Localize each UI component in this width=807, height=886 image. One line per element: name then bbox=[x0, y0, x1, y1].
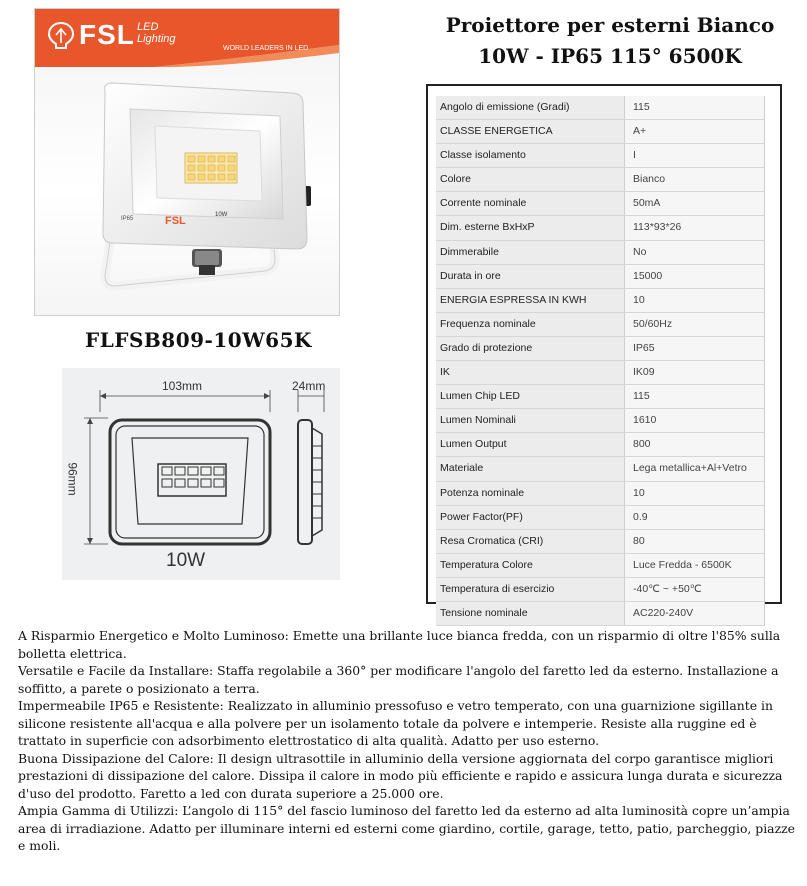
spec-row bbox=[436, 120, 764, 144]
spec-key: ENERGIA ESPRESSA IN KWH bbox=[436, 289, 625, 312]
spec-value: 10 bbox=[625, 482, 764, 505]
spec-key: Temperatura Colore bbox=[436, 554, 625, 577]
spec-value: 50/60Hz bbox=[625, 313, 764, 336]
model-code: FLFSB809-10W65K bbox=[85, 328, 312, 352]
brand-tagline: WORLD LEADERS IN LED bbox=[223, 45, 309, 52]
product-title-line1: Proiettore per esterni Bianco bbox=[445, 13, 775, 37]
spec-key: Power Factor(PF) bbox=[436, 506, 625, 529]
description-paragraph: Versatile e Facile da Installare: Staffa regolabile a 360° per modificare l'angolo del faretto led da esterno. Installazione a soffitto, a parete o posizionato a terra. bbox=[18, 663, 779, 696]
spec-key: Corrente nominale bbox=[436, 192, 625, 215]
spec-row bbox=[436, 216, 764, 240]
spec-key: Resa Cromatica (CRI) bbox=[436, 530, 625, 553]
spec-row bbox=[436, 289, 764, 313]
description-paragraph: Impermeabile IP65 e Resistente: Realizzato in alluminio pressofuso e vetro temperato, con una guarnizione sigillante in silicone resistente all'acqua e alla polvere per un isolamento totale da polvere e intemperie. Resiste alla ruggine ed è trattato in superficie con adsorbimento elettrostatico di alta qualità. Adatto per uso esterno. bbox=[18, 698, 773, 748]
spec-row bbox=[436, 144, 764, 168]
spec-row bbox=[436, 96, 764, 120]
spec-row bbox=[436, 482, 764, 506]
label-ip: IP65 bbox=[121, 216, 134, 222]
spec-value: 0.9 bbox=[625, 506, 764, 529]
power-label: 10W bbox=[166, 550, 206, 571]
spec-value: Lega metallica+Al+Vetro bbox=[625, 457, 764, 480]
spec-value: IK09 bbox=[625, 361, 764, 384]
spec-row bbox=[436, 385, 764, 409]
spec-key: IK bbox=[436, 361, 625, 384]
product-title-line2: 10W - IP65 115° 6500K bbox=[478, 44, 742, 68]
spec-value: 115 bbox=[625, 385, 764, 408]
spec-key: Lumen Output bbox=[436, 433, 625, 456]
spec-value: IP65 bbox=[625, 337, 764, 360]
description-paragraph: A Risparmio Energetico e Molto Luminoso: Emette una brillante luce bianca fredda, con un risparmio di oltre l'85% sulla bolletta elettrica. bbox=[18, 628, 781, 661]
spec-key: Frequenza nominale bbox=[436, 313, 625, 336]
dimension-drawing bbox=[62, 368, 340, 580]
spec-row bbox=[436, 361, 764, 385]
brand-name: FSL bbox=[79, 19, 135, 50]
spec-row bbox=[436, 409, 764, 433]
spec-table bbox=[426, 84, 782, 619]
spec-value: 800 bbox=[625, 433, 764, 456]
spec-key: CLASSE ENERGETICA bbox=[436, 120, 625, 143]
floodlight-illustration bbox=[75, 71, 315, 306]
spec-key: Grado di protezione bbox=[436, 337, 625, 360]
spec-key: Dim. esterne BxHxP bbox=[436, 216, 625, 239]
description-paragraph: Buona Dissipazione del Calore: Il design ultrasottile in alluminio della versione aggiornata del corpo garantisce migliori prestazioni di dissipazione del calore. Dissipa il calore in modo più efficiente e rapido e assicura lunga durata e sicurezza d'uso del prodotto. Faretto a led con durata superiore a 25.000 ore. bbox=[18, 750, 783, 801]
spec-row bbox=[436, 265, 764, 289]
description-paragraph: Ampia Gamma di Utilizzi: L’angolo di 115° del fascio luminoso del faretto led da esterno ad alta luminosità copre un’ampia area di irradiazione. Adatto per illuminare interni ed esterni come giardino, cortile, garage, tetto, patio, parcheggio, piazze e moli. bbox=[18, 803, 795, 853]
spec-row bbox=[436, 457, 764, 481]
width-label: 103mm bbox=[162, 379, 203, 393]
spec-row bbox=[436, 554, 764, 578]
dimension-outline bbox=[62, 368, 340, 580]
spec-value: 113*93*26 bbox=[625, 216, 764, 239]
spec-row bbox=[436, 602, 764, 626]
spec-row bbox=[436, 433, 764, 457]
spec-row bbox=[436, 578, 764, 602]
fsl-logo-icon bbox=[47, 21, 75, 51]
spec-row bbox=[436, 241, 764, 265]
spec-row bbox=[436, 337, 764, 361]
spec-value: -40℃ ~ +50℃ bbox=[625, 578, 764, 601]
spec-value: I bbox=[625, 144, 764, 167]
spec-key: Dimmerabile bbox=[436, 241, 625, 264]
spec-value: No bbox=[625, 241, 764, 264]
spec-value: 50mA bbox=[625, 192, 764, 215]
spec-value: Luce Fredda - 6500K bbox=[625, 554, 764, 577]
height-label: 96mm bbox=[65, 462, 80, 496]
product-title bbox=[420, 10, 800, 72]
label-fsl: FSL bbox=[165, 215, 186, 227]
spec-value: 15000 bbox=[625, 265, 764, 288]
spec-key: Durata in ore bbox=[436, 265, 625, 288]
spec-key: Colore bbox=[436, 168, 625, 191]
label-watt: 10W bbox=[215, 212, 228, 218]
brand-subtitle: LED Lighting bbox=[137, 21, 176, 45]
spec-key: Potenza nominale bbox=[436, 482, 625, 505]
spec-value: 115 bbox=[625, 96, 764, 119]
spec-row bbox=[436, 168, 764, 192]
spec-row bbox=[436, 530, 764, 554]
spec-key: Lumen Chip LED bbox=[436, 385, 625, 408]
spec-value: 10 bbox=[625, 289, 764, 312]
spec-value: 1610 bbox=[625, 409, 764, 432]
product-description bbox=[18, 627, 800, 855]
spec-value: AC220-240V bbox=[625, 602, 764, 625]
depth-label: 24mm bbox=[292, 379, 326, 393]
spec-key: Angolo di emissione (Gradi) bbox=[436, 96, 625, 119]
spec-value: A+ bbox=[625, 120, 764, 143]
spec-key: Lumen Nominali bbox=[436, 409, 625, 432]
product-photo bbox=[34, 8, 340, 316]
spec-row bbox=[436, 313, 764, 337]
spec-key: Classe isolamento bbox=[436, 144, 625, 167]
spec-value: 80 bbox=[625, 530, 764, 553]
spec-row bbox=[436, 192, 764, 216]
spec-row bbox=[436, 506, 764, 530]
spec-table-body bbox=[436, 96, 765, 626]
spec-value: Bianco bbox=[625, 168, 764, 191]
spec-key: Materiale bbox=[436, 457, 625, 480]
spec-key: Tensione nominale bbox=[436, 602, 625, 625]
spec-key: Temperatura di esercizio bbox=[436, 578, 625, 601]
